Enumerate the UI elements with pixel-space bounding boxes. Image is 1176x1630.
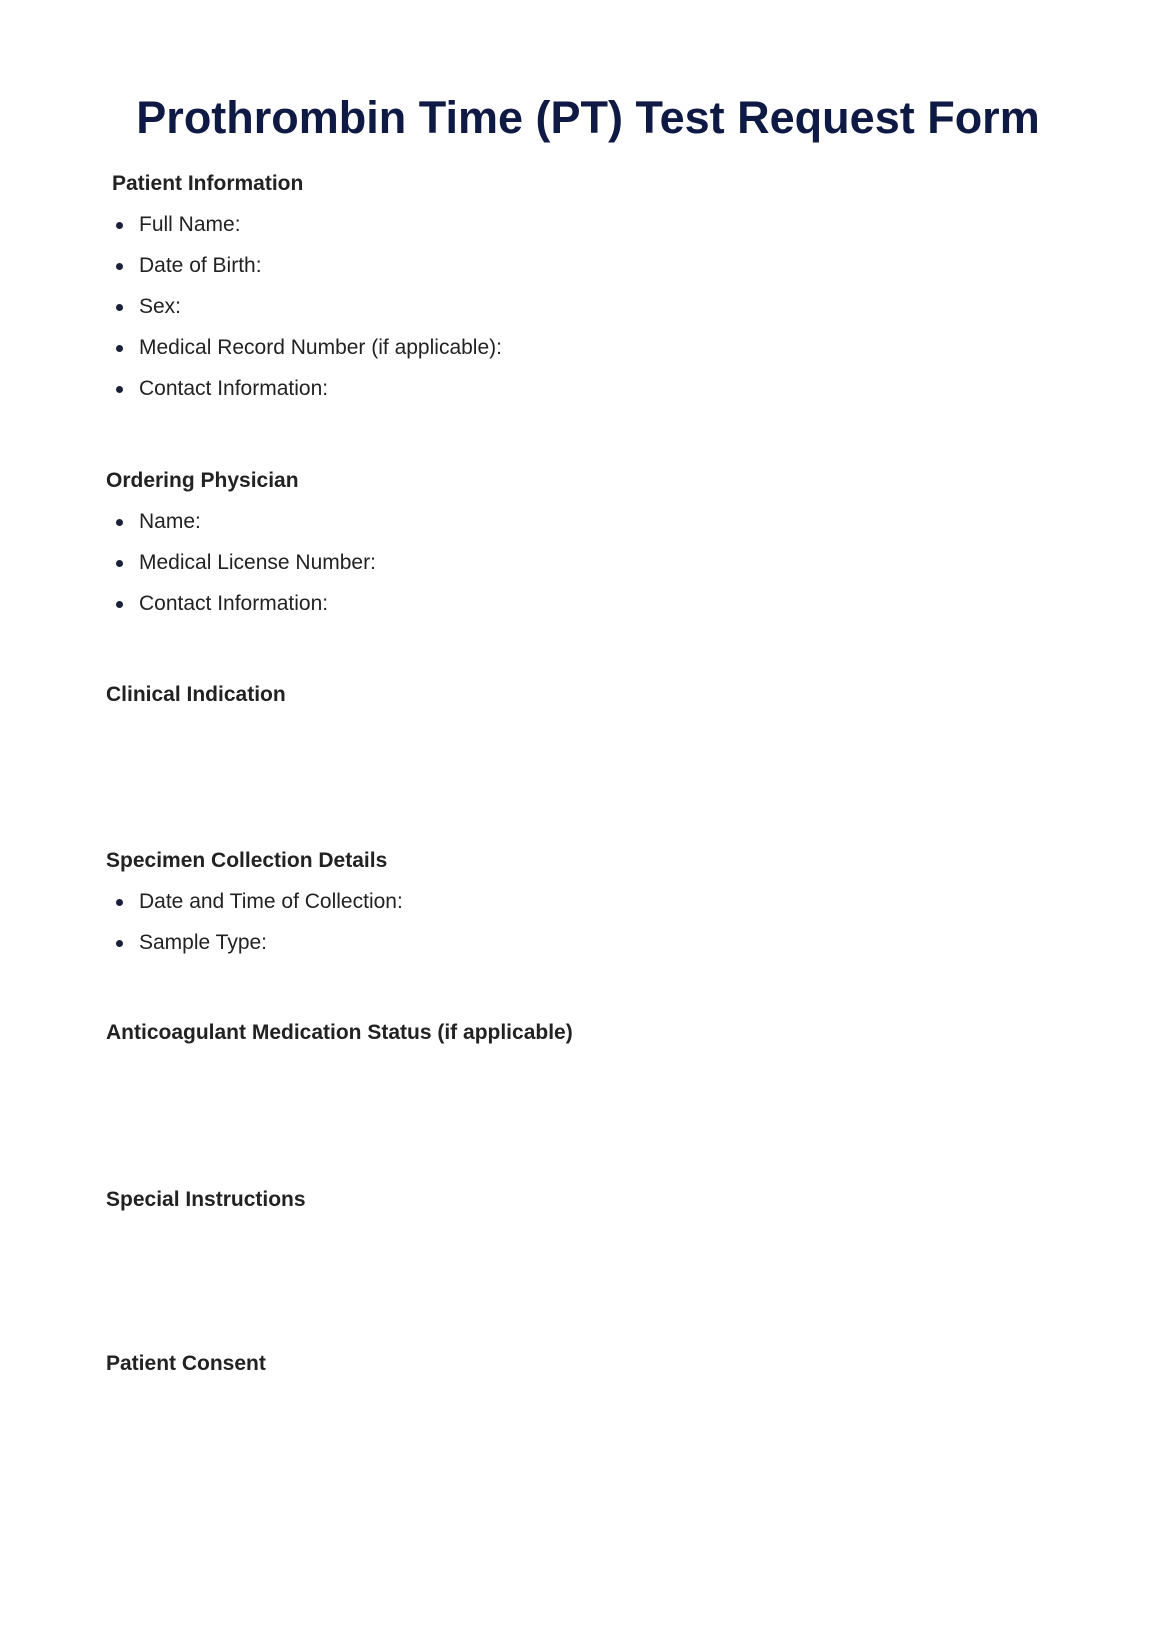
bullet-icon <box>116 519 123 526</box>
page-title: Prothrombin Time (PT) Test Request Form <box>136 92 1040 143</box>
section-special-instructions <box>106 1187 306 1213</box>
bullet-icon <box>116 345 123 352</box>
bullet-icon <box>116 940 123 947</box>
section-heading: Clinical Indication <box>106 683 286 706</box>
bullet-icon <box>116 222 123 229</box>
section-patient-information <box>112 171 502 402</box>
bullet-icon <box>116 899 123 906</box>
section-clinical-indication <box>106 682 286 708</box>
list-item: Medical Record Number (if applicable): <box>106 335 502 361</box>
list-item: Date of Birth: <box>106 253 502 279</box>
section-specimen-collection <box>106 848 403 956</box>
bullet-icon <box>116 386 123 393</box>
bullet-icon <box>116 263 123 270</box>
section-heading: Special Instructions <box>106 1188 306 1211</box>
section-heading: Specimen Collection Details <box>106 849 388 872</box>
list-item: Sex: <box>106 294 502 320</box>
list-item: Name: <box>106 509 376 535</box>
bullet-icon <box>116 304 123 311</box>
list-item: Contact Information: <box>106 376 502 402</box>
list-item: Contact Information: <box>106 591 376 617</box>
bullet-icon <box>116 601 123 608</box>
section-patient-consent <box>106 1351 266 1377</box>
section-heading: Ordering Physician <box>106 469 299 492</box>
list-item: Medical License Number: <box>106 550 376 576</box>
section-heading: Anticoagulant Medication Status (if applicable) <box>106 1021 573 1044</box>
bullet-icon <box>116 560 123 567</box>
list-item: Sample Type: <box>106 930 403 956</box>
list-item: Date and Time of Collection: <box>106 889 403 915</box>
section-anticoagulant-status <box>106 1020 573 1046</box>
section-heading: Patient Consent <box>106 1352 266 1375</box>
section-ordering-physician <box>106 468 376 617</box>
section-heading: Patient Information <box>112 172 304 195</box>
list-item: Full Name: <box>106 212 502 238</box>
